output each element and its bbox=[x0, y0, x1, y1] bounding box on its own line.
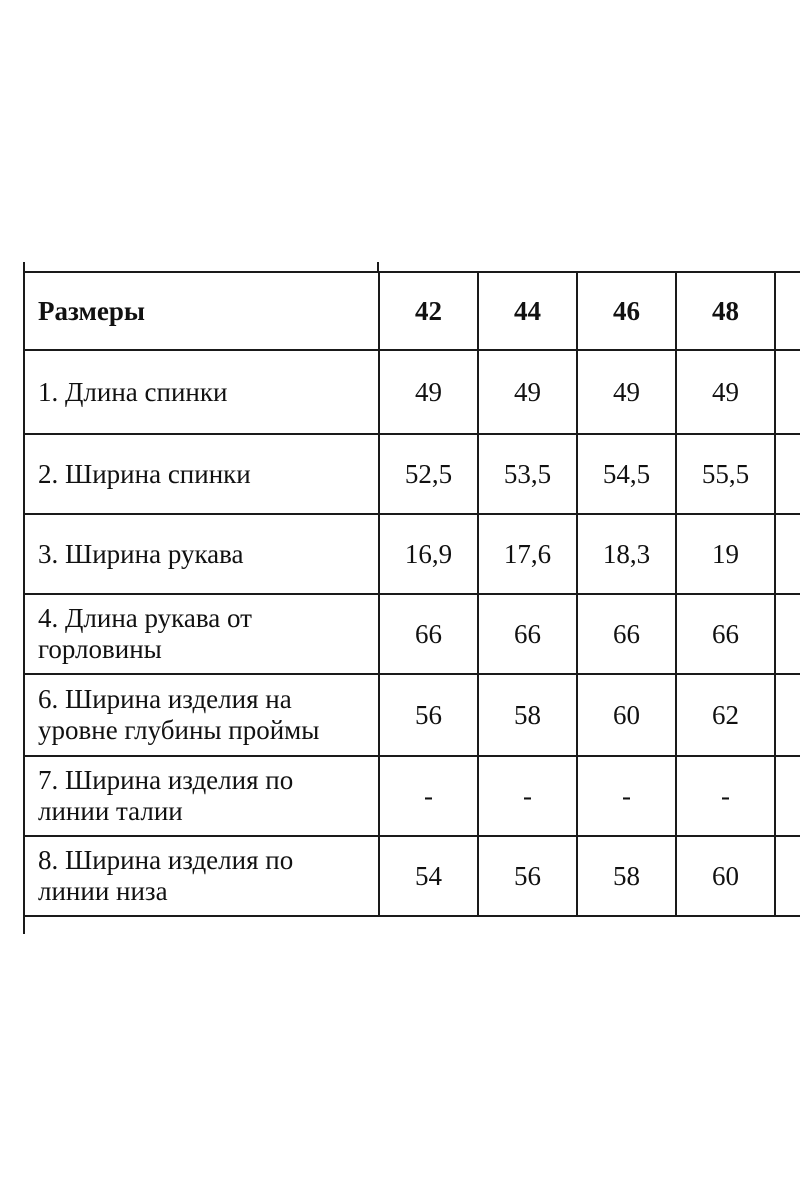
table-row bbox=[24, 514, 800, 594]
measurement-label-cell bbox=[24, 674, 379, 756]
measurement-label-cell: 3. Ширина рукава bbox=[24, 514, 379, 594]
cut-off-cell bbox=[775, 594, 800, 674]
table-border-fragment bbox=[23, 914, 25, 934]
value-cell: 49 bbox=[676, 350, 775, 434]
value-cell: - bbox=[676, 756, 775, 836]
value-cell: 16,9 bbox=[379, 514, 478, 594]
label-line: 7. Ширина изделия по bbox=[38, 765, 294, 795]
measurement-label-cell: 2. Ширина спинки bbox=[24, 434, 379, 514]
value-cell: 62 bbox=[676, 674, 775, 756]
size-header-cell: 46 bbox=[577, 272, 676, 350]
value-cell: 54,5 bbox=[577, 434, 676, 514]
value-cell: 66 bbox=[379, 594, 478, 674]
label-line: линии низа bbox=[38, 876, 168, 906]
table-row bbox=[24, 836, 800, 916]
value-cell: 58 bbox=[577, 836, 676, 916]
value-cell: - bbox=[478, 756, 577, 836]
header-label-cell: Размеры bbox=[24, 272, 379, 350]
cut-off-cell bbox=[775, 350, 800, 434]
label-line: 4. Длина рукава от bbox=[38, 603, 252, 633]
size-header-cell: 44 bbox=[478, 272, 577, 350]
value-cell: 55,5 bbox=[676, 434, 775, 514]
table-row bbox=[24, 434, 800, 514]
label-line: уровне глубины проймы bbox=[38, 715, 320, 745]
value-cell: 60 bbox=[676, 836, 775, 916]
value-cell: - bbox=[379, 756, 478, 836]
size-chart-table bbox=[23, 271, 800, 917]
value-cell: 66 bbox=[676, 594, 775, 674]
value-cell: 56 bbox=[478, 836, 577, 916]
measurement-label-cell bbox=[24, 594, 379, 674]
table-row bbox=[24, 350, 800, 434]
table-row bbox=[24, 756, 800, 836]
value-cell: 52,5 bbox=[379, 434, 478, 514]
value-cell: 66 bbox=[478, 594, 577, 674]
cut-off-cell bbox=[775, 514, 800, 594]
cut-off-cell bbox=[775, 674, 800, 756]
value-cell: 18,3 bbox=[577, 514, 676, 594]
label-line: 8. Ширина изделия по bbox=[38, 845, 294, 875]
measurement-label-cell bbox=[24, 836, 379, 916]
value-cell: 60 bbox=[577, 674, 676, 756]
table-row bbox=[24, 594, 800, 674]
cut-off-cell bbox=[775, 434, 800, 514]
cut-off-cell bbox=[775, 272, 800, 350]
size-header-cell: 48 bbox=[676, 272, 775, 350]
label-line: 6. Ширина изделия на bbox=[38, 684, 292, 714]
table-row bbox=[24, 674, 800, 756]
size-header-cell: 42 bbox=[379, 272, 478, 350]
cut-off-cell bbox=[775, 756, 800, 836]
cut-off-cell bbox=[775, 836, 800, 916]
value-cell: 58 bbox=[478, 674, 577, 756]
label-line: линии талии bbox=[38, 796, 183, 826]
table-header-row bbox=[24, 272, 800, 350]
value-cell: 66 bbox=[577, 594, 676, 674]
value-cell: 19 bbox=[676, 514, 775, 594]
value-cell: 53,5 bbox=[478, 434, 577, 514]
value-cell: 54 bbox=[379, 836, 478, 916]
measurement-label-cell: 1. Длина спинки bbox=[24, 350, 379, 434]
value-cell: 56 bbox=[379, 674, 478, 756]
value-cell: 49 bbox=[379, 350, 478, 434]
measurement-label-cell bbox=[24, 756, 379, 836]
value-cell: 49 bbox=[478, 350, 577, 434]
value-cell: 49 bbox=[577, 350, 676, 434]
value-cell: - bbox=[577, 756, 676, 836]
value-cell: 17,6 bbox=[478, 514, 577, 594]
label-line: горловины bbox=[38, 634, 162, 664]
